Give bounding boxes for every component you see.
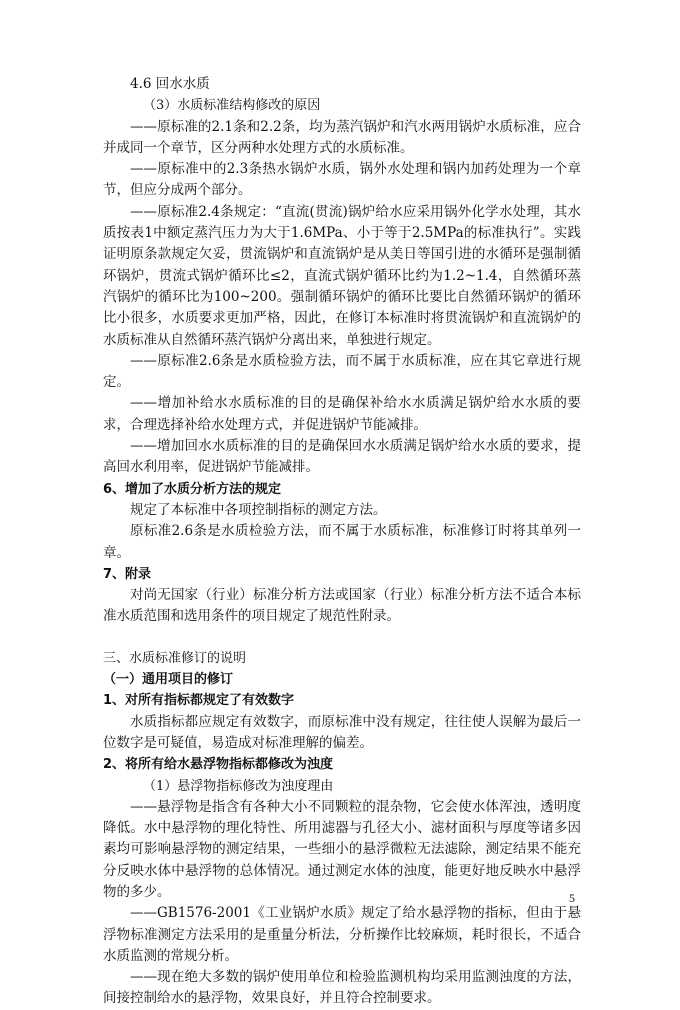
paragraph: ——增加补给水水质标准的目的是确保补给水水质满足锅炉给水水质的要求，合理选择补给水处理方式，并促进锅炉节能减排。 <box>103 395 581 433</box>
subsection-heading-1: （一）通用项目的修订 <box>103 672 234 688</box>
paragraph: ——原标准中的2.3条热水锅炉水质，锅外水处理和锅内加药处理为一个章节，但应分成两个部分。 <box>103 161 581 199</box>
paragraph: ——增加回水水质标准的目的是确保回水水质满足锅炉给水水质的要求，提高回水利用率，促进锅炉节能减排。 <box>103 438 581 476</box>
paragraph: ——原标准2.4条规定：“直流(贯流)锅炉给水应采用锅外化学水处理，其水质按表1中额定蒸汽压力为大于1.6MPa、小于等于2.5MPa的标准执行”。实践证明原条款规定欠妥，贯流锅炉和直流锅炉是从美日等国引进的水循环是强制循环锅炉，贯流式锅炉循环比≤2，直流式锅炉循环比约为1.2~1.4，自然循环蒸汽锅炉的循环比为100~200。强制循环锅炉的循环比要比自然循环锅炉的循环比小很多，水质要求更加严格，因此，在修订本标准时将贯流锅炉和直流锅炉的水质标准从自然循环蒸汽锅炉分离出来，单独进行规定。 <box>103 203 581 348</box>
heading-7: 7、附录 <box>103 566 152 582</box>
paragraph: ——悬浮物是指含有各种大小不同颗粒的混杂物，它会使水体浑浊，透明度降低。水中悬浮物的理化特性、所用滤器与孔径大小、滤材面积与厚度等诸多因素均可影响悬浮物的测定结果，一些细小的悬浮微粒无法滤除，测定结果不能充分反映水体中悬浮物的总体情况。通过测定水体的浊度，能更好地反映水中悬浮物的多少。 <box>103 798 581 900</box>
paragraph: 水质指标都应规定有效数字，而原标准中没有规定，往往使人误解为最后一位数字是可疑值，易造成对标准理解的偏差。 <box>103 713 581 751</box>
subheading-3: （3）水质标准结构修改的原因 <box>143 98 321 114</box>
heading-6: 6、增加了水质分析方法的规定 <box>103 481 282 497</box>
paragraph: ——GB1576-2001《工业锅炉水质》规定了给水悬浮物的指标，但由于悬浮物标准测定方法采用的是重量分析法，分析操作比较麻烦，耗时很长，不适合水质监测的常规分析。 <box>103 905 581 964</box>
paragraph: ——现在绝大多数的锅炉使用单位和检验监测机构均采用监测浊度的方法，间接控制给水的悬浮物，效果良好，并且符合控制要求。 <box>103 969 581 1007</box>
paragraph: ——原标准2.6条是水质检验方法，而不属于水质标准，应在其它章进行规定。 <box>103 352 581 391</box>
heading-2: 2、将所有给水悬浮物指标都修改为浊度 <box>103 757 334 773</box>
paragraph: ——原标准的2.1条和2.2条，均为蒸汽锅炉和汽水两用锅炉水质标准，应合并成同一个章节，区分两种水处理方式的水质标准。 <box>103 118 581 156</box>
paragraph: 原标准2.6条是水质检验方法，而不属于水质标准，标准修订时将其单列一章。 <box>103 523 581 561</box>
subheading-1: （1）悬浮物指标修改为浊度理由 <box>143 778 334 794</box>
page-number: 5 <box>569 891 575 905</box>
paragraph: 对尚无国家（行业）标准分析方法或国家（行业）标准分析方法不适合本标准水质范围和选用条件的项目规定了规范性附录。 <box>103 587 581 625</box>
paragraph: 规定了本标准中各项控制指标的测定方法。 <box>130 501 387 518</box>
heading-1: 1、对所有指标都规定了有效数字 <box>103 693 295 709</box>
section-heading-3: 三、水质标准修订的说明 <box>103 650 247 666</box>
document-body <box>103 74 581 1010</box>
section-heading-4-6: 4.6 回水水质 <box>130 76 210 92</box>
